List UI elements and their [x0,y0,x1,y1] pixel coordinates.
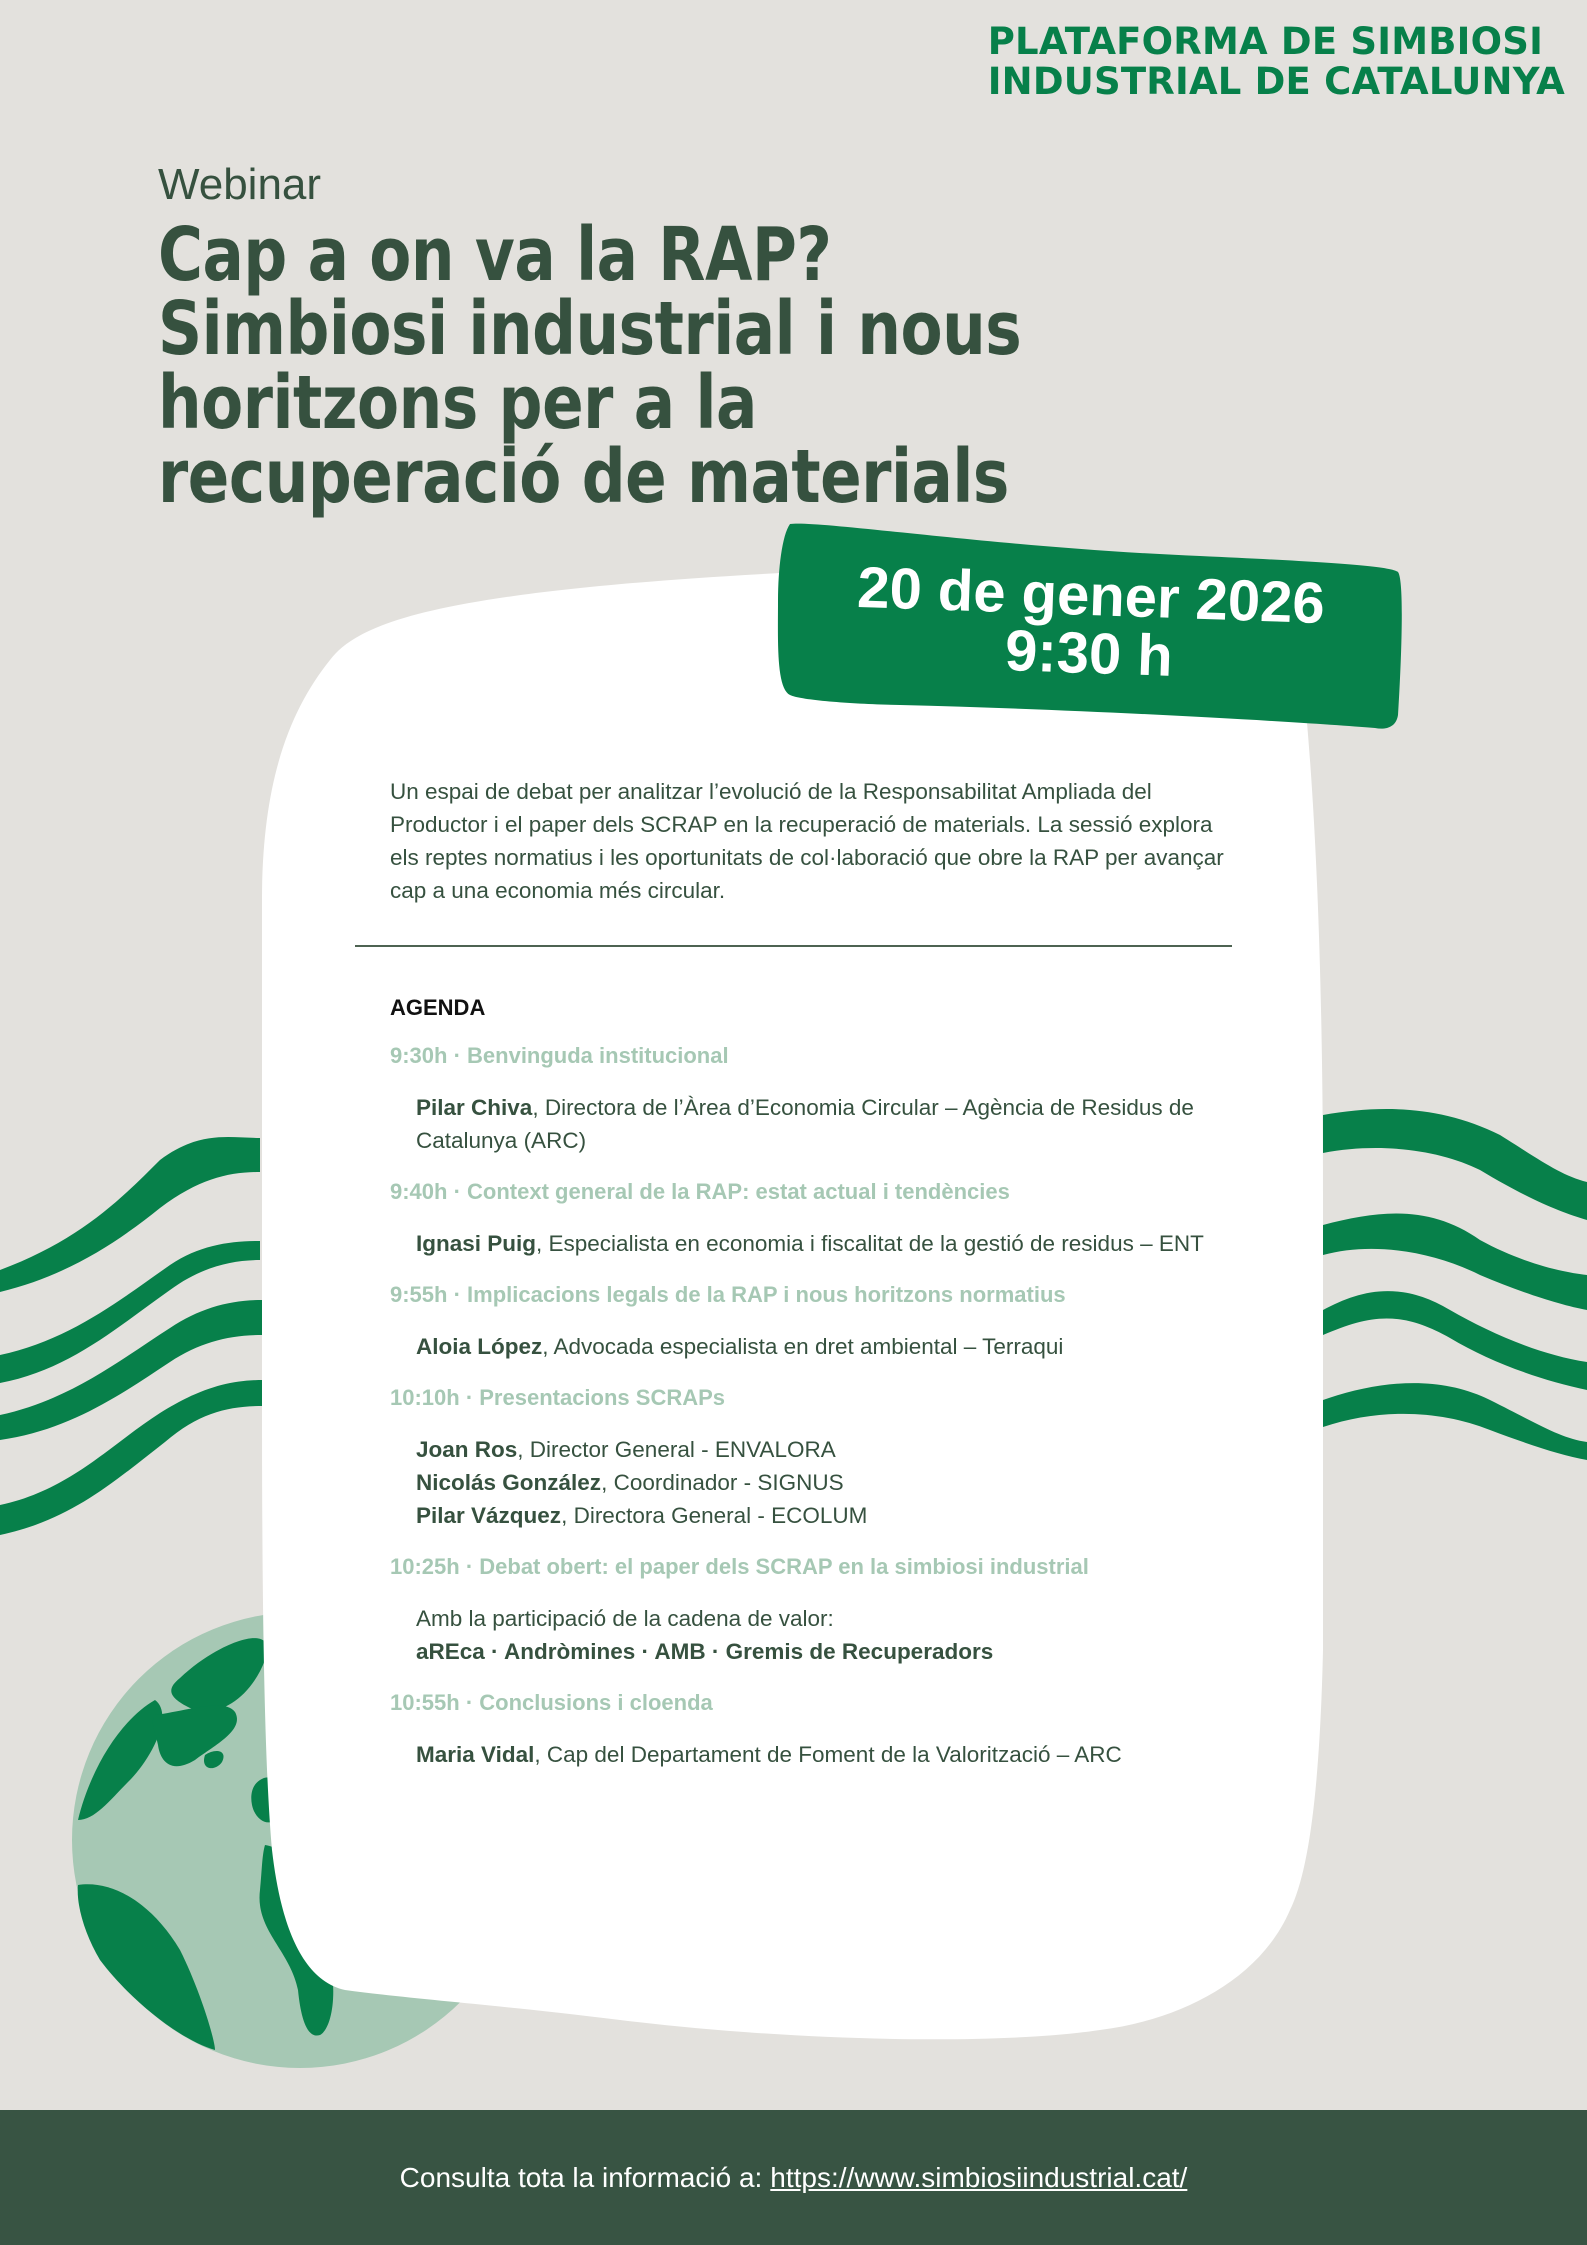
speaker-role: , Directora de l’Àrea d’Economia Circular – Agència de Residus de Catalunya (ARC) [416,1095,1194,1153]
speaker-name: Pilar Vázquez [416,1503,562,1528]
speaker [416,1433,1240,1466]
event-title-line: Cap a on va la RAP? [158,212,832,298]
speaker-name: Joan Ros [416,1437,518,1462]
speaker-name: Maria Vidal [416,1742,535,1767]
organization-line-1: PLATAFORMA DE SIMBIOSI [987,20,1544,63]
agenda-slot-speakers [390,1330,1240,1363]
agenda-slot [390,1690,1240,1771]
speaker-role: , Directora General - ECOLUM [561,1503,868,1528]
right-waves-decoration [1323,1109,1587,1460]
speaker-role: , Director General - ENVALORA [517,1437,836,1462]
agenda-slot-title: 10:10h · Presentacions SCRAPs [390,1385,726,1410]
speaker-role: , Advocada especialista en dret ambiental – Terraqui [542,1334,1064,1359]
agenda-slot-speakers [390,1091,1240,1157]
agenda-title: AGENDA [390,995,486,1020]
event-date: 20 de gener 2026 [856,554,1326,637]
agenda-slot-participants [390,1602,1240,1668]
footer-text: Consulta tota la informació a: [399,2161,763,2193]
participants-intro: Amb la participació de la cadena de valor: [416,1606,834,1631]
website-link[interactable]: https://www.simbiosiindustrial.cat/ [770,2161,1188,2193]
speaker-name: Pilar Chiva [416,1095,533,1120]
speaker-role: , Especialista en economia i fiscalitat de la gestió de residus – ENT [536,1231,1204,1256]
event-time: 9:30 h [1004,618,1174,689]
organization-logo [988,22,1565,102]
event-title [158,212,1158,520]
agenda-slot [390,1043,1240,1157]
speaker [416,1499,1240,1532]
agenda-slot [390,1385,1240,1532]
participants-list: aREca · Andròmines · AMB · Gremis de Recuperadors [416,1639,994,1664]
organization-line-2: INDUSTRIAL DE CATALUNYA [987,60,1565,103]
date-badge [777,519,1403,731]
agenda-slot [390,1554,1240,1668]
speaker-name: Ignasi Puig [416,1231,537,1256]
agenda-slot-title: 10:55h · Conclusions i cloenda [390,1690,713,1715]
agenda-slot [390,1282,1240,1363]
speaker-name: Nicolás González [416,1470,602,1495]
speaker [416,1330,1240,1363]
agenda-slot-title: 9:40h · Context general de la RAP: estat actual i tendències [390,1179,1010,1204]
intro-paragraph: Un espai de debat per analitzar l’evolució de la Responsabilitat Ampliada del Productor i el paper dels SCRAP en la recuperació de materials. La sessió explora els reptes normatius i les oportunitats de col·laboració que obre la RAP per avançar cap a una economia més circular. [390,779,1224,903]
divider [355,945,1232,947]
speaker-role: , Coordinador - SIGNUS [601,1470,844,1495]
speaker-name: Aloia López [416,1334,543,1359]
speaker [416,1738,1240,1771]
speaker-role: , Cap del Departament de Foment de la Valorització – ARC [534,1742,1122,1767]
agenda-slot-speakers [390,1227,1240,1260]
agenda-slot-speakers [390,1433,1240,1532]
agenda-slot-title: 10:25h · Debat obert: el paper dels SCRAP en la simbiosi industrial [390,1554,1089,1579]
event-kicker: Webinar [158,160,322,209]
content-card [390,775,1240,1771]
event-title-line: Simbiosi industrial i nous [158,286,1022,372]
agenda-slot [390,1179,1240,1260]
footer [0,2110,1587,2245]
speaker [416,1227,1240,1260]
event-title-line: recuperació de materials [158,434,1009,520]
event-title-line: horitzons per a la [158,360,757,446]
speaker [416,1091,1240,1157]
speaker [416,1466,1240,1499]
agenda-slot-title: 9:30h · Benvinguda institucional [390,1043,729,1068]
left-waves-decoration [0,1137,263,1535]
agenda-slot-speakers [390,1738,1240,1771]
agenda-slot-title: 9:55h · Implicacions legals de la RAP i nous horitzons normatius [390,1282,1066,1307]
